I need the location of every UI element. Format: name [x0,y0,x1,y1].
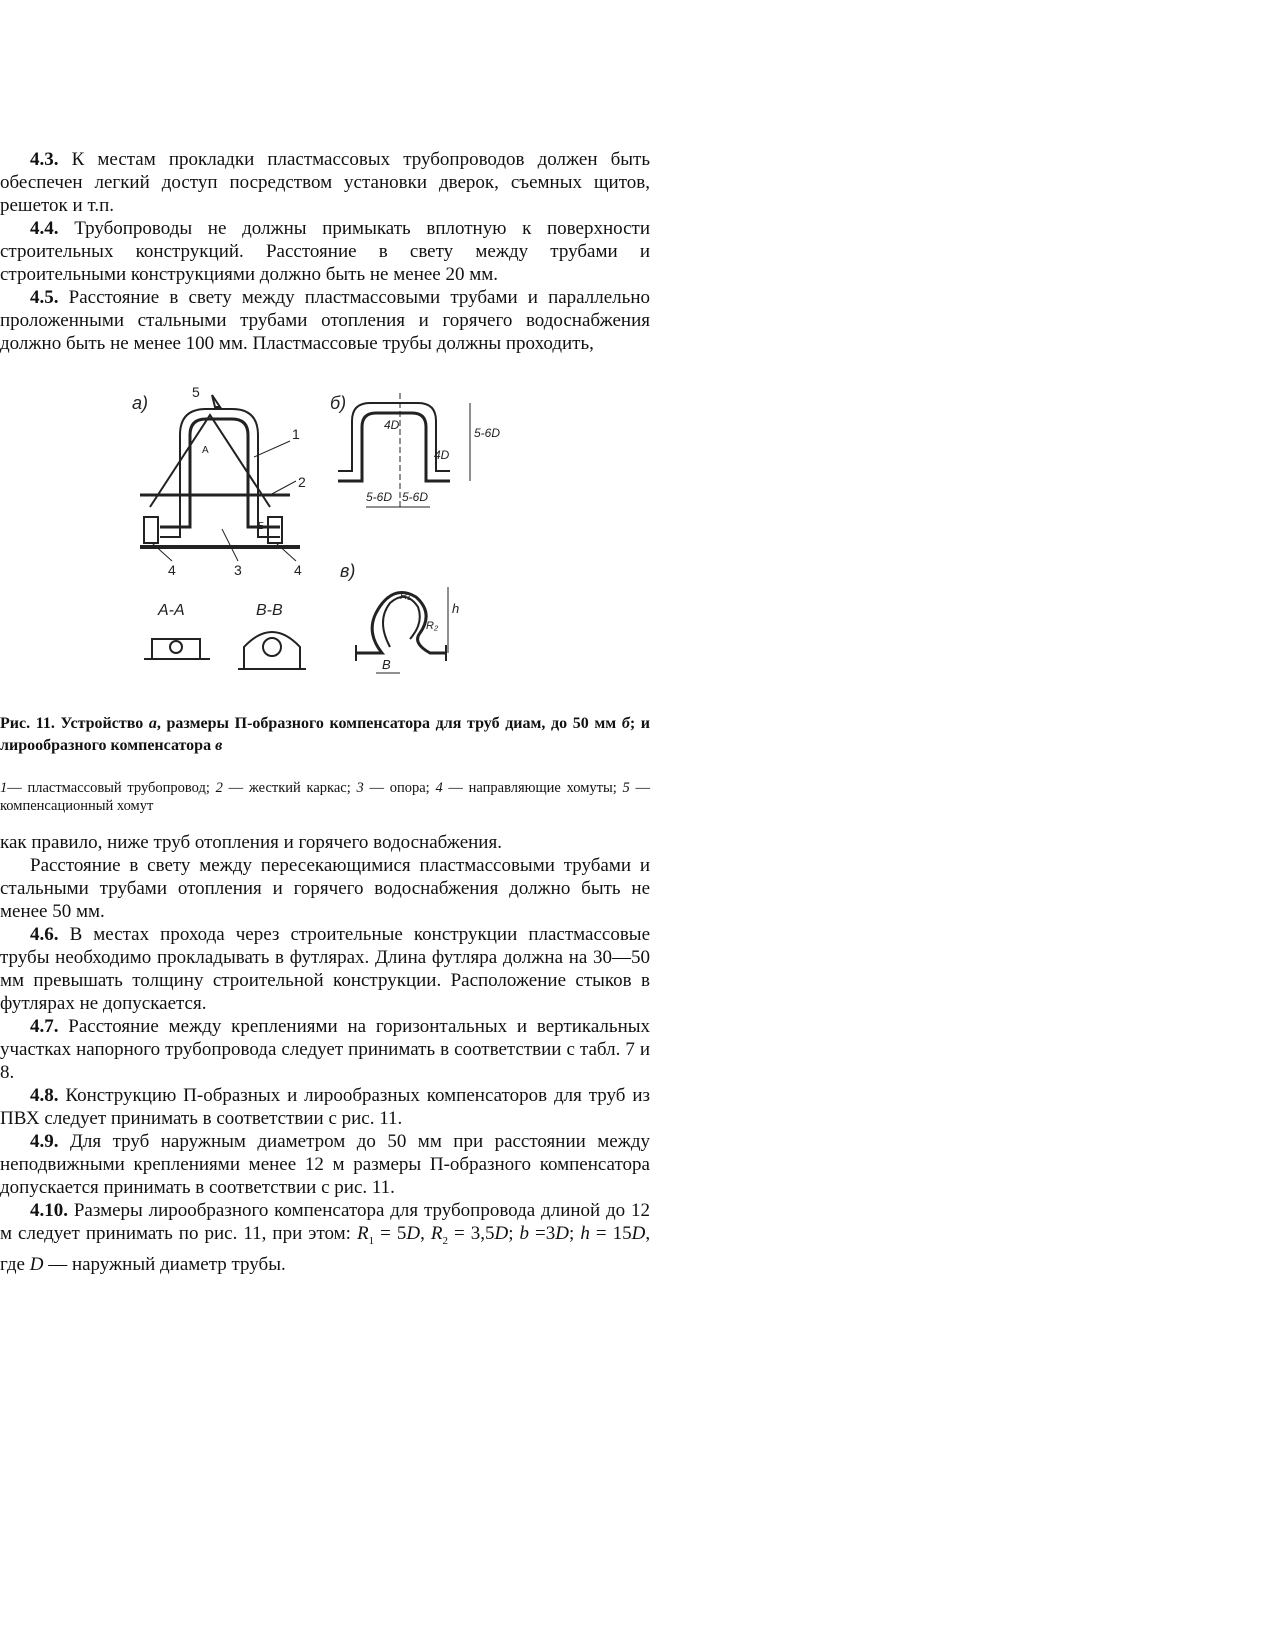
clamp-top-shape [212,395,220,407]
legend-n4: 4 [435,780,443,796]
paragraph-text: Для труб наружным диаметром до 50 мм при расстоянии между неподвижными креплениями менее 12 м размеры П-образного компенсатора допускается принимать в соответствии с рис. 11. [0,1131,650,1198]
p410-d1: D [406,1223,421,1244]
pipe-loop-shape [160,419,280,527]
callout-3: 3 [234,562,242,578]
p410-r1: R [356,1223,369,1244]
caption-mid: , размеры П-образного компенсатора для труб диам, до 50 мм [156,715,622,732]
paragraph-4-7 [0,1015,650,1084]
paragraph-text: Расстояние между креплениями на горизонтальных и вертикальных участках напорного трубопровода следует принимать в соответствии с табл. 7 и 8. [0,1016,650,1083]
caption-mid2: ; и лирообразного компенсатора [0,715,650,754]
clause-number: 4.6. [30,924,59,945]
figure-caption [0,713,650,757]
section-bb-label: В-В [256,602,283,619]
caption-v: в [215,737,223,754]
callout-1: 1 [292,426,300,442]
caption-b: б [621,715,630,732]
p410-t3: , [420,1223,431,1244]
caption-a: а [148,715,157,732]
dim-r2: R₂ [426,620,439,632]
leader-2 [270,481,296,495]
section-aa-pipe-shape [170,641,182,653]
label-b: б) [330,393,347,413]
legend-t5: — компенсационный хомут [0,780,650,814]
p410-d4: D [631,1223,646,1244]
label-b-small: Б [258,521,265,532]
figure-legend [0,779,650,815]
dim-4d-side: 4D [434,448,450,462]
legend-t2: — жесткий каркас; [222,780,357,796]
label-v: в) [340,561,356,581]
legend-n3: 3 [356,780,364,796]
clause-number: 4.10. [30,1200,68,1221]
p410-r2: R [430,1223,443,1244]
lyre-compensator-inner-shape [383,597,420,647]
clause-number: 4.7. [30,1016,59,1037]
callout-4-left: 4 [168,562,176,578]
compensator-drawing [130,377,530,697]
clause-number: 4.8. [30,1085,59,1106]
paragraph-text: Трубопроводы не должны примыкать вплотную к поверхности строительных конструкций. Расстояние в свету между трубами и строительными конструкциями должно быть не менее 20 мм. [0,218,650,285]
paragraph-4-8 [0,1084,650,1130]
figure-11 [0,377,650,707]
p410-d2: D [494,1223,509,1244]
dim-r1: R₁ [400,591,411,602]
dim-5-6d-right: 5-6D [402,490,429,504]
caption-prefix: Рис. 11. Устройство [0,715,149,732]
legend-t4: — направляющие хомуты; [442,780,623,796]
callout-5: 5 [192,384,200,400]
legend-n5: 5 [622,780,630,796]
p410-d5: D [29,1253,44,1275]
paragraph-text: К местам прокладки пластмассовых трубопроводов должен быть обеспечен легкий доступ посредством установки дверок, съемных щитов, решеток и т.п. [0,149,650,216]
legend-t3: — опора; [363,780,436,796]
p410-t10: — наружный диаметр трубы. [43,1253,286,1275]
p410-t6: =3 [529,1223,556,1244]
callout-2: 2 [298,474,306,490]
p410-t2: = 5 [374,1223,407,1244]
guide-clamp-right-shape [268,517,282,543]
clause-number: 4.4. [30,218,59,239]
p410-t7: ; [569,1223,581,1244]
guide-clamp-left-shape [144,517,158,543]
leader-1 [254,441,290,457]
p410-t1: Размеры лирообразного компенсатора для трубопровода длиной до 12 м следует принимать по рис. 11, при этом: [0,1200,651,1244]
clause-number: 4.5. [30,287,59,308]
p410-r2sub: 2 [442,1234,448,1247]
callout-4-right: 4 [294,562,302,578]
paragraph-4-6 [0,923,650,1015]
section-bb-pipe-shape [263,638,281,656]
paragraph-4-5 [0,286,650,355]
dim-4d-top: 4D [384,418,400,432]
section-aa-label: А-А [158,602,185,619]
p410-h: h [580,1223,590,1244]
paragraph-text: Расстояние в свету между пластмассовыми трубами и параллельно проложенными стальными трубами отопления и горячего водоснабжения должно быть не менее 100 мм. Пластмассовые трубы должны проходить, [0,287,650,354]
label-a-small: А [202,445,209,456]
label-a: а) [132,393,149,413]
clause-number: 4.3. [30,149,59,170]
legend-n2: 2 [215,780,223,796]
p410-t8: = 15 [589,1223,632,1244]
paragraph-4-3 [0,148,650,217]
paragraph-text: В местах прохода через строительные конструкции пластмассовые трубы необходимо прокладывать в футлярах. Длина футляра должна на 30—50 мм превышать толщину строительной конструкции. Расположение стыков в футлярах не допускается. [0,924,650,1014]
p410-r1sub: 1 [368,1234,375,1247]
clause-number: 4.9. [30,1131,59,1152]
paragraph-4-9 [0,1130,650,1199]
p410-b: b [519,1223,530,1244]
paragraph-4-4 [0,217,650,286]
pipe-loop-outer-shape [160,409,280,537]
document-page [0,148,650,1276]
dim-b: В [382,657,391,672]
frame-shape [150,415,270,507]
legend-n1: 1 [0,780,8,796]
dim-h: h [452,601,460,616]
p410-d3: D [555,1223,570,1244]
dim-5-6d-left: 5-6D [366,490,393,504]
p410-t9: , где [0,1223,651,1275]
p410-t5: ; [508,1223,520,1244]
paragraph-cross: Расстояние в свету между пересекающимися пластмассовыми трубами и стальными трубами отопления и горячего водоснабжения должно быть не менее 50 мм. [0,855,650,922]
p410-t4: = 3,5 [447,1223,495,1244]
dim-5-6d-vertical: 5-6D [474,426,501,440]
legend-t1: — пластмассовый трубопровод; [7,780,216,796]
paragraph-continuation: как правило, ниже труб отопления и горячего водоснабжения. [0,832,502,853]
paragraph-text: Конструкцию П-образных и лирообразных компенсаторов для труб из ПВХ следует принимать в соответствии с рис. 11. [0,1085,650,1129]
paragraph-4-10 [0,1199,650,1276]
